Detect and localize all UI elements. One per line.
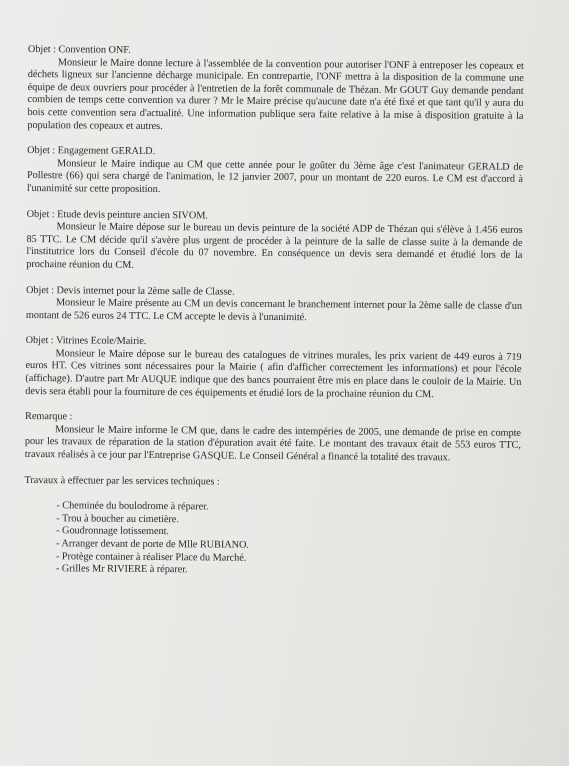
section-heading: Objet : Engagement GERALD.: [27, 145, 156, 158]
section-heading: Objet : Etude devis peinture ancien SIVOM.: [26, 208, 208, 221]
section-text: Monsieur le Maire présente au CM un devis concernant le branchement internet pour la 2ème salle de classe d'un montant de 526 euros 24 TTC. Le CM accepte le devis à l'unanimité.: [25, 297, 522, 323]
document-body: [24, 44, 524, 580]
section-text: Monsieur le Maire informe le CM que, dans le cadre des intempéries de 2005, une demande de prise en compte pour les travaux de réparation de la station d'épuration avait été faite. Le montant des travaux était de 553 euros TTC, travaux réalisés à ce jour par l'Entreprise GASQUE. Le Conseil Général a financé la totalité des travaux.: [24, 424, 522, 464]
section-heading: Objet : Devis internet pour la 2ème salle de Classe.: [26, 284, 235, 298]
tasks-title: Travaux à effectuer par les services techniques :: [24, 474, 220, 488]
section-devis-internet: [26, 284, 522, 326]
tasks-section: [24, 475, 521, 580]
task-item: - Cheminée du boulodrome à réparer.: [56, 500, 209, 513]
section-text: Monsieur le Maire donne lecture à l'assemblée de la convention pour autoriser l'ONF à entreposer les copeaux et déchets ligneux sur l'ancienne décharge municipale. En contrepartie, l'ONF mettra à la disposition de la commune une équipe de deux ouvriers pour procéder à l'entretien de la forêt communale de Thézan. Mr GOUT Guy demande pendant combien de temps cette convention va durer ? Mr le Maire précise qu'aucune date n'a été fixé et que tant qu'il y aura du bois cette convention sera d'actualité. Une information publique sera faite relative à la mise à disposition gratuite à la population des copeaux et autres.: [27, 56, 524, 132]
section-devis-peinture: [26, 209, 522, 276]
section-heading: Objet : Convention ONF.: [27, 44, 131, 56]
section-heading: Remarque :: [25, 411, 73, 423]
tasks-list: [24, 500, 521, 579]
section-vitrines: [25, 335, 521, 402]
section-text: Monsieur le Maire dépose sur le bureau des catalogues de vitrines murales, les prix varient de 449 euros à 719 euros HT. Ces vitrines sont nécessaires pour la Mairie ( afin d'afficher correctement les informations) et pour l'école (affichage). D'autre part Mr AUQUE indique que des bancs pourraient être mis en place dans le couloir de la Mairie. Un devis sera établi pour la fourniture de ces équipements et étudié lors de la prochaine réunion du CM.: [25, 348, 522, 400]
task-item: - Goudronnage lotissement.: [56, 525, 170, 538]
task-item: - Grilles Mr RIVIERE à réparer.: [55, 563, 188, 576]
task-item: - Protège container à réaliser Place du Marché.: [55, 550, 247, 564]
section-text: Monsieur le Maire indique au CM que cette année pour le goûter du 3ème âge c'est l'animateur GERALD de Pollestre (66) qui sera chargé de l'animation, le 12 janvier 2007, pour un montant de 220 euros. Le CM est d'accord à l'unanimité sur cette proposition.: [26, 157, 524, 195]
task-item: - Arranger devant de porte de Mlle RUBIANO.: [56, 538, 249, 551]
section-text: Monsieur le Maire dépose sur le bureau un devis peinture de la société ADP de Thézan qui s'élève à 1.456 euros 85 TTC. Le CM décide qu'il s'avère plus urgent de procéder à la peinture de la salle de classe suite à la demande de l'institutrice lors du Conseil d'école du 07 novembre. En conséquence un devis sera demandé et étudié lors de la prochaine réunion du CM.: [26, 221, 523, 271]
section-engagement-gerald: [27, 145, 523, 199]
section-convention-onf: [27, 44, 524, 136]
section-remarque: [25, 411, 521, 465]
section-heading: Objet : Vitrines Ecole/Mairie.: [25, 335, 147, 348]
task-item: - Trou à boucher au cimetière.: [56, 513, 179, 526]
